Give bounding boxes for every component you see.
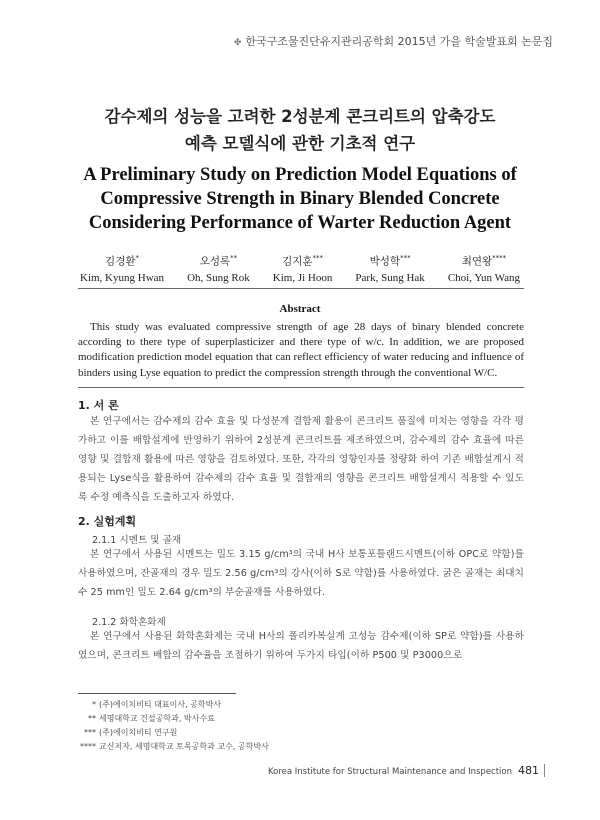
author-name-ko: 김지훈: [282, 255, 313, 268]
author-name-ko: 박성학: [369, 255, 401, 268]
author-2: [187, 250, 250, 286]
title-korean-line-2: 예측 모델식에 관한 기초적 연구: [184, 134, 416, 153]
subsection-2-1-1-heading: 2.1.1 시멘트 및 골재: [92, 535, 182, 546]
footnote-text: 세명대학교 건설공학과, 박사수료: [99, 714, 215, 723]
abstract-bottom-rule: [78, 387, 524, 388]
author-list: [80, 250, 520, 286]
title-english-line-1: A Preliminary Study on Prediction Model Equations of: [83, 165, 517, 185]
author-name-ko: 김경환: [105, 255, 136, 268]
author-mark: ****: [492, 254, 507, 262]
author-4: [355, 250, 424, 286]
section-1-body: 본 연구에서는 감수제의 감수 효율 및 다성분계 결합제 활용이 콘크리트 품질에 미치는 영향을 각각 평가하고 이를 배합설계에 반영하기 위하여 2성분계 콘크리트를 제조하였으며, 감수제의 감수 효율에 따른 영향 및 결합재 활용에 따른 영향을 검토하였다. 또한, 각각의 영향인자를 정량화 하여 기존 배합설계시 적용되는 Lyse식을 활용하여 감수제의 감수 효율 및 결합재의 영향을 콘크리트 배합설계시 적용할 수 있도록 수정 예측식을 도출하고자 하였다.: [78, 416, 524, 503]
author-name-ko: 오성록: [199, 255, 231, 268]
footer-institute: Korea Institute for Structural Maintenance and Inspection: [268, 767, 512, 777]
author-name-en: Kim, Kyung Hwan: [80, 271, 165, 284]
header-ornament-icon: ✤: [233, 38, 242, 48]
footnote-mark: ***: [84, 728, 96, 737]
author-3: [273, 250, 333, 286]
subsection-2-1-2-heading: 2.1.2 화학혼화제: [92, 617, 166, 628]
title-english-line-3: Considering Performance of Warter Reduction Agent: [88, 213, 512, 233]
title-korean: [0, 103, 600, 157]
footnote-mark: *: [92, 700, 96, 709]
page-footer: [0, 764, 545, 777]
author-1: [80, 250, 164, 286]
footnote: [78, 740, 378, 754]
footnote: [78, 726, 378, 740]
footnote-mark: **: [88, 714, 96, 723]
footnote-text: (주)에이치비티 연구원: [99, 728, 178, 737]
footnote: [78, 712, 378, 726]
footnote: [78, 698, 378, 712]
abstract-heading: Abstract: [279, 303, 321, 315]
author-name-en: Kim, Ji Hoon: [272, 271, 333, 284]
page-number: 481: [518, 764, 545, 777]
header-text: 한국구조물진단유지관리공학회 2015년 가을 학술발표회 논문집: [245, 35, 553, 48]
running-header: [0, 33, 553, 49]
subsection-2-1-2-body: 본 연구에서 사용된 화학혼화제는 국내 H사의 폴리카복실계 고성능 감수제(이하 SP로 약함)를 사용하였으며, 콘크리트 배합의 감수율을 조절하기 위하여 두가지 타입(이하 P500 및 P3000으로: [78, 631, 524, 661]
footnote-mark: ****: [80, 742, 96, 751]
footnote-text: 교신저자, 세명대학교 토목공학과 교수, 공학박사: [99, 742, 269, 751]
subsection-2-1-1-body: 본 연구에서 사용된 시멘트는 밀도 3.15 g/cm³의 국내 H사 보통포틀랜드시멘트(이하 OPC로 약함)를 사용하였으며, 잔골재의 경우 밀도 2.56 g/cm³의 강사(이하 S로 약함)를 사용하였다. 굵은 골재는 최대치수 25 mm인 밀도 2.64 g/cm³의 부순골재를 사용하였다.: [78, 549, 524, 598]
author-mark: *: [135, 254, 139, 262]
title-korean-line-1: 감수제의 성능을 고려한 2성분계 콘크리트의 압축강도: [104, 107, 496, 126]
author-mark: ***: [400, 254, 411, 262]
title-english: [0, 163, 600, 235]
author-mark: ***: [312, 254, 324, 262]
title-english-line-2: Compressive Strength in Binary Blended Concrete: [100, 189, 500, 209]
author-name-en: Oh, Sung Rok: [187, 271, 250, 284]
section-1-heading: 1. 서 론: [78, 399, 119, 412]
section-2-heading: 2. 실험계획: [78, 515, 137, 528]
footnote-rule: [78, 693, 236, 694]
abstract-top-rule: [78, 288, 524, 289]
author-name-en: Park, Sung Hak: [355, 271, 425, 284]
author-5: [448, 250, 520, 286]
author-name-ko: 최연왕: [461, 255, 493, 268]
footnote-text: (주)에이치비티 대표이사, 공학박사: [99, 700, 222, 709]
author-mark: **: [230, 254, 238, 262]
footnotes: [78, 698, 378, 754]
author-name-en: Choi, Yun Wang: [447, 271, 520, 284]
abstract-text: This study was evaluated compressive strength of age 28 days of binary blended concrete according to there type of superplasticizer and there type of w/c. In addition, we are proposed modification prediction model equation that can reflect efficiency of water reducing and influence of binders using Lyse equation to predict the compression strength through the conventional W/C.: [78, 321, 524, 379]
